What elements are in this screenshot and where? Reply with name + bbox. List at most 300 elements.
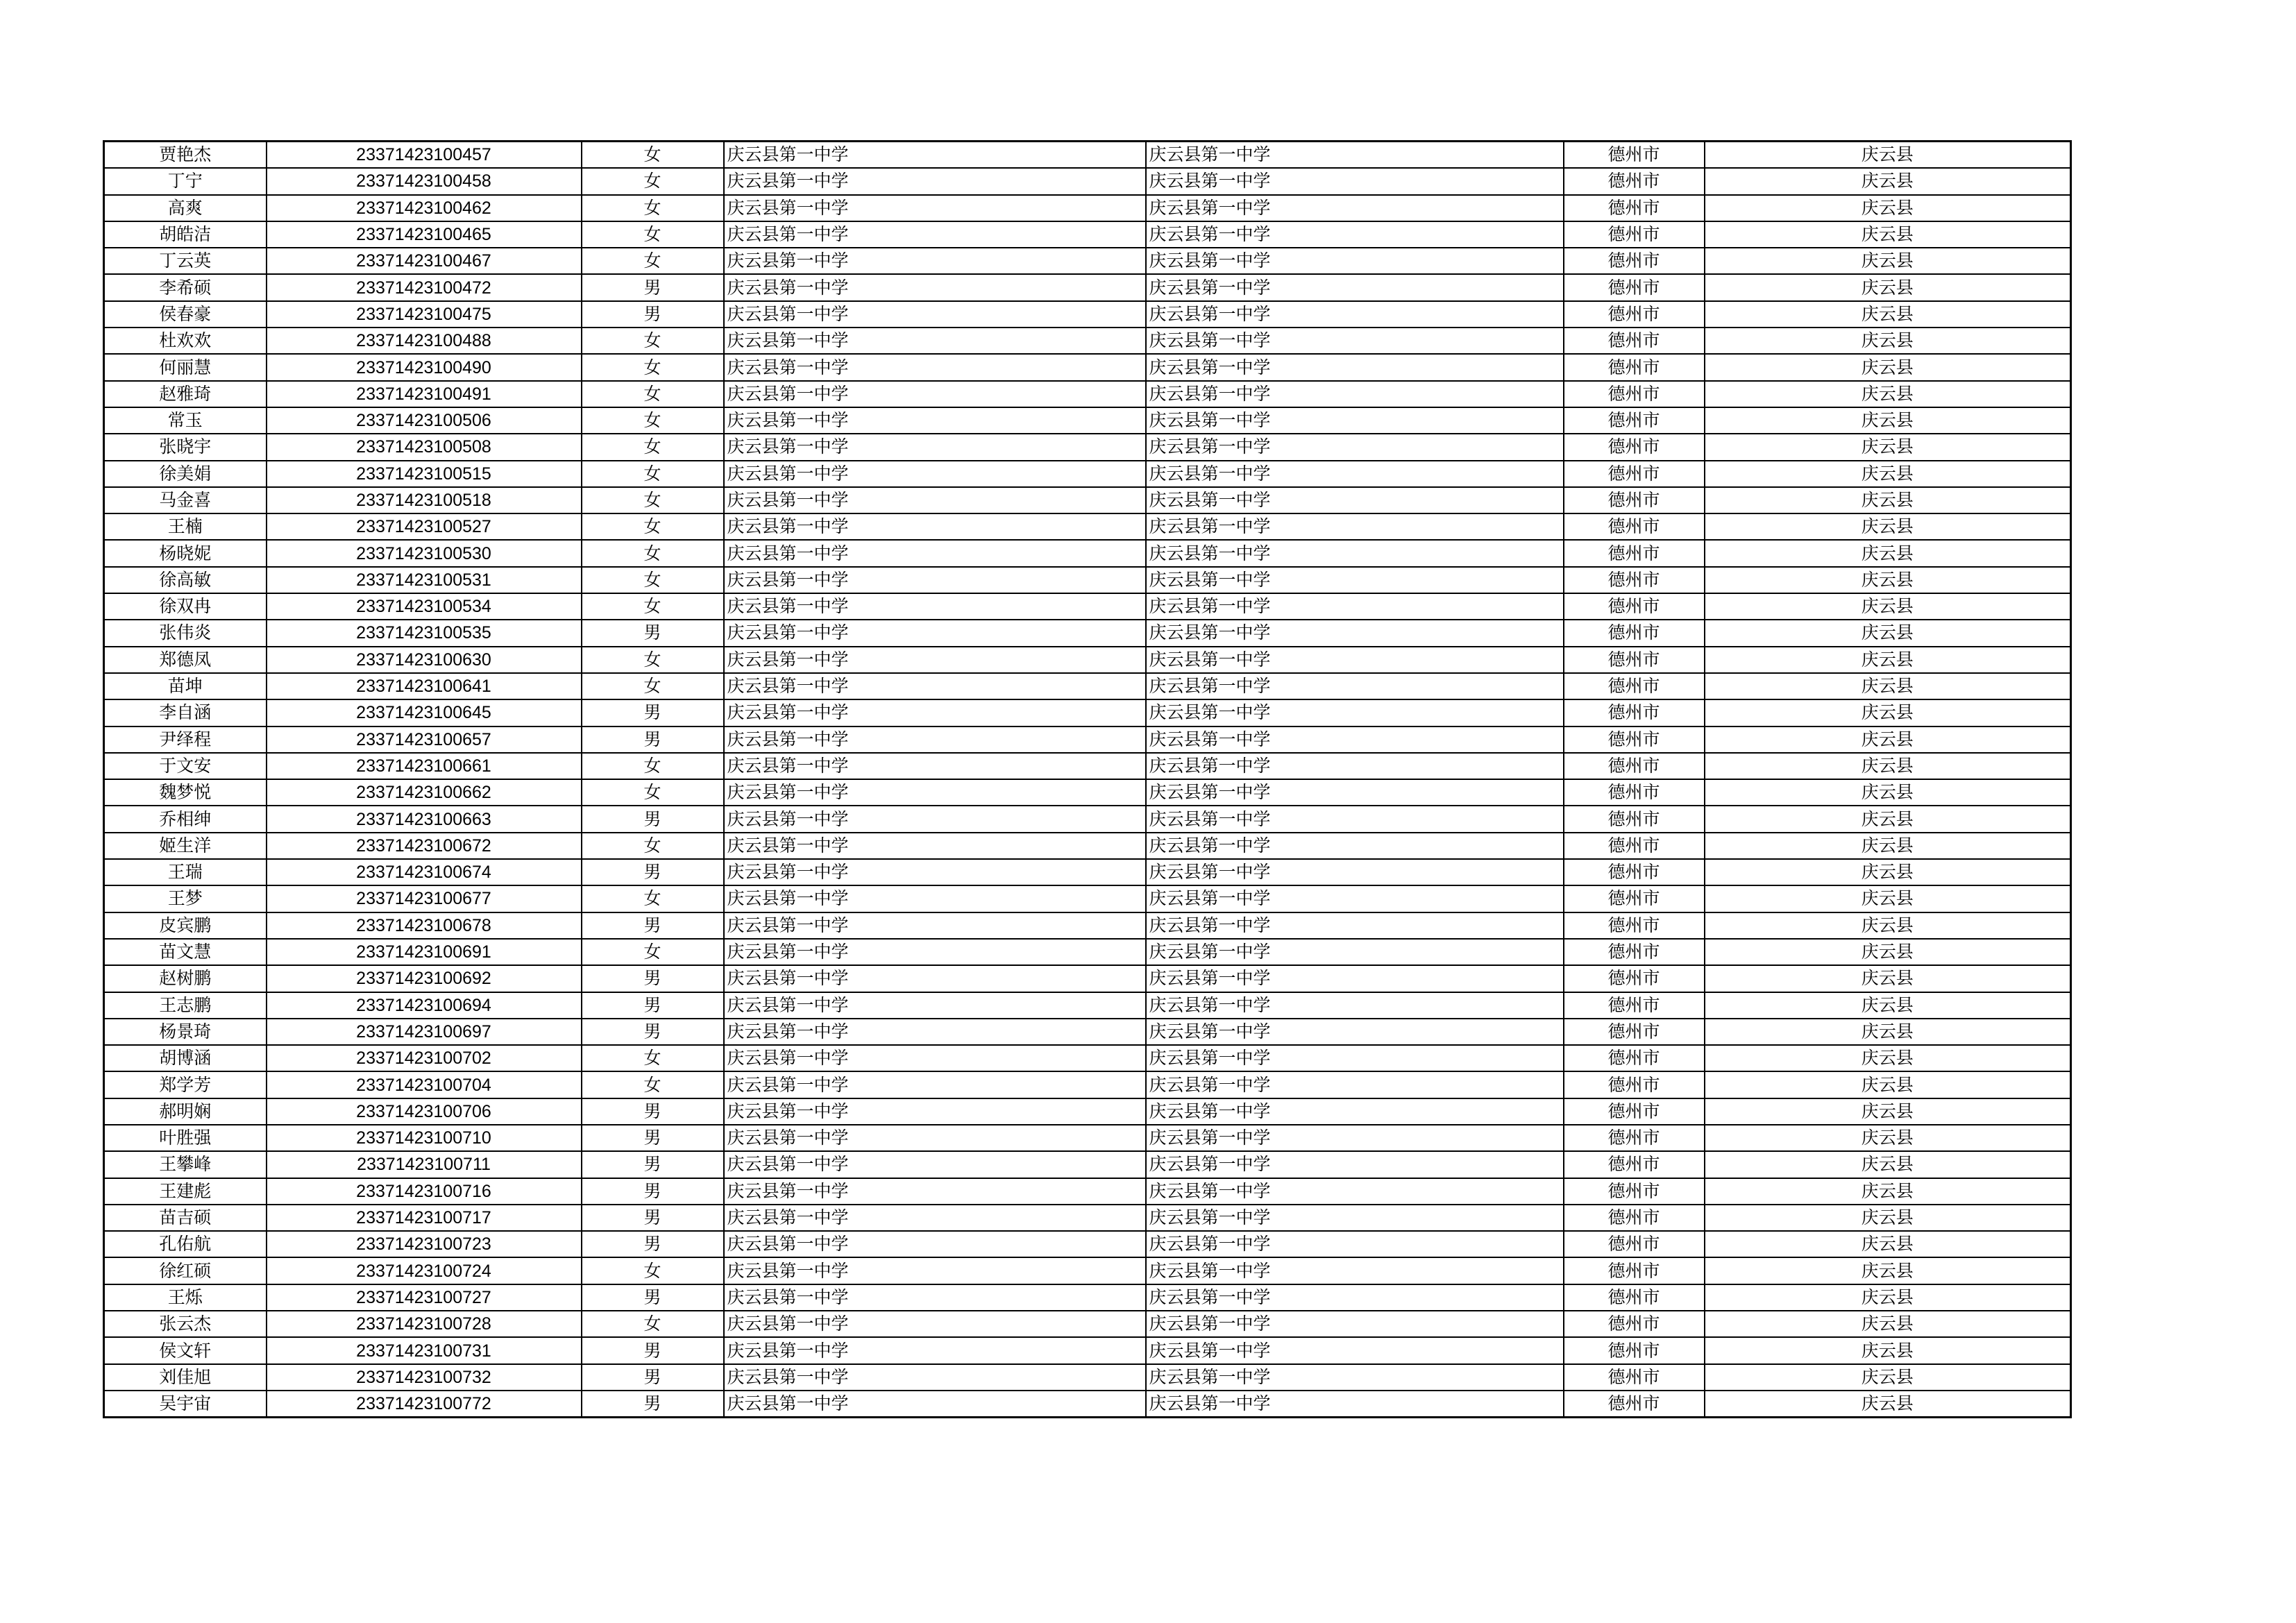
school-cell: 庆云县第一中学: [1146, 461, 1564, 487]
table-row: [104, 168, 2071, 194]
city-cell: 德州市: [1564, 274, 1705, 300]
city-cell: 德州市: [1564, 540, 1705, 566]
table-row: [104, 992, 2071, 1019]
city-cell: 德州市: [1564, 461, 1705, 487]
table-row: [104, 434, 2071, 460]
exam-id-cell: 23371423100677: [267, 885, 582, 912]
school-cell: 庆云县第一中学: [724, 939, 1146, 965]
school-cell: 庆云县第一中学: [724, 513, 1146, 540]
school-cell: 庆云县第一中学: [1146, 833, 1564, 859]
school-cell: 庆云县第一中学: [724, 673, 1146, 699]
exam-id-cell: 23371423100475: [267, 301, 582, 328]
exam-id-cell: 23371423100508: [267, 434, 582, 460]
gender-cell: 女: [582, 1257, 724, 1284]
county-cell: 庆云县: [1705, 753, 2071, 779]
school-cell: 庆云县第一中学: [1146, 1364, 1564, 1391]
gender-cell: 女: [582, 354, 724, 380]
school-cell: 庆云县第一中学: [1146, 274, 1564, 300]
city-cell: 德州市: [1564, 567, 1705, 593]
gender-cell: 女: [582, 753, 724, 779]
county-cell: 庆云县: [1705, 381, 2071, 407]
table-row: [104, 274, 2071, 300]
county-cell: 庆云县: [1705, 407, 2071, 434]
school-cell: 庆云县第一中学: [724, 1231, 1146, 1257]
city-cell: 德州市: [1564, 142, 1705, 169]
exam-id-cell: 23371423100702: [267, 1045, 582, 1071]
city-cell: 德州市: [1564, 221, 1705, 248]
school-cell: 庆云县第一中学: [724, 1205, 1146, 1231]
city-cell: 德州市: [1564, 1337, 1705, 1363]
gender-cell: 女: [582, 567, 724, 593]
student-name-cell: 常玉: [104, 407, 267, 434]
county-cell: 庆云县: [1705, 699, 2071, 726]
table-row: [104, 833, 2071, 859]
student-name-cell: 胡皓洁: [104, 221, 267, 248]
student-name-cell: 张伟炎: [104, 620, 267, 646]
school-cell: 庆云县第一中学: [724, 381, 1146, 407]
school-cell: 庆云县第一中学: [724, 328, 1146, 354]
school-cell: 庆云县第一中学: [1146, 221, 1564, 248]
city-cell: 德州市: [1564, 965, 1705, 992]
school-cell: 庆云县第一中学: [1146, 1231, 1564, 1257]
county-cell: 庆云县: [1705, 540, 2071, 566]
school-cell: 庆云县第一中学: [1146, 567, 1564, 593]
table-row: [104, 593, 2071, 620]
city-cell: 德州市: [1564, 1231, 1705, 1257]
exam-id-cell: 23371423100662: [267, 779, 582, 806]
school-cell: 庆云县第一中学: [724, 567, 1146, 593]
gender-cell: 女: [582, 461, 724, 487]
table-row: [104, 142, 2071, 169]
school-cell: 庆云县第一中学: [724, 1337, 1146, 1363]
exam-id-cell: 23371423100506: [267, 407, 582, 434]
city-cell: 德州市: [1564, 301, 1705, 328]
county-cell: 庆云县: [1705, 593, 2071, 620]
student-name-cell: 何丽慧: [104, 354, 267, 380]
student-name-cell: 魏梦悦: [104, 779, 267, 806]
city-cell: 德州市: [1564, 1098, 1705, 1125]
school-cell: 庆云县第一中学: [724, 912, 1146, 939]
city-cell: 德州市: [1564, 859, 1705, 885]
student-name-cell: 王梦: [104, 885, 267, 912]
city-cell: 德州市: [1564, 726, 1705, 753]
table-row: [104, 726, 2071, 753]
table-row: [104, 248, 2071, 274]
gender-cell: 女: [582, 673, 724, 699]
table-row: [104, 381, 2071, 407]
gender-cell: 男: [582, 1337, 724, 1363]
student-name-cell: 孔佑航: [104, 1231, 267, 1257]
exam-id-cell: 23371423100534: [267, 593, 582, 620]
gender-cell: 男: [582, 1019, 724, 1045]
table-row: [104, 1205, 2071, 1231]
school-cell: 庆云县第一中学: [724, 1098, 1146, 1125]
gender-cell: 男: [582, 726, 724, 753]
school-cell: 庆云县第一中学: [724, 1045, 1146, 1071]
exam-id-cell: 23371423100691: [267, 939, 582, 965]
exam-id-cell: 23371423100723: [267, 1231, 582, 1257]
city-cell: 德州市: [1564, 647, 1705, 673]
gender-cell: 男: [582, 301, 724, 328]
student-name-cell: 郝明娴: [104, 1098, 267, 1125]
exam-id-cell: 23371423100458: [267, 168, 582, 194]
student-name-cell: 徐高敏: [104, 567, 267, 593]
county-cell: 庆云县: [1705, 1284, 2071, 1311]
school-cell: 庆云县第一中学: [724, 168, 1146, 194]
county-cell: 庆云县: [1705, 1045, 2071, 1071]
student-name-cell: 侯春豪: [104, 301, 267, 328]
school-cell: 庆云县第一中学: [1146, 1178, 1564, 1205]
table-row: [104, 965, 2071, 992]
school-cell: 庆云县第一中学: [724, 248, 1146, 274]
county-cell: 庆云县: [1705, 939, 2071, 965]
school-cell: 庆云县第一中学: [1146, 753, 1564, 779]
city-cell: 德州市: [1564, 1019, 1705, 1045]
city-cell: 德州市: [1564, 912, 1705, 939]
county-cell: 庆云县: [1705, 912, 2071, 939]
table-row: [104, 1125, 2071, 1151]
student-name-cell: 赵树鹏: [104, 965, 267, 992]
school-cell: 庆云县第一中学: [1146, 487, 1564, 513]
school-cell: 庆云县第一中学: [1146, 1391, 1564, 1418]
county-cell: 庆云县: [1705, 1151, 2071, 1178]
city-cell: 德州市: [1564, 513, 1705, 540]
school-cell: 庆云县第一中学: [724, 407, 1146, 434]
student-name-cell: 于文安: [104, 753, 267, 779]
school-cell: 庆云县第一中学: [724, 354, 1146, 380]
county-cell: 庆云县: [1705, 673, 2071, 699]
county-cell: 庆云县: [1705, 647, 2071, 673]
school-cell: 庆云县第一中学: [724, 1125, 1146, 1151]
exam-id-cell: 23371423100716: [267, 1178, 582, 1205]
school-cell: 庆云县第一中学: [724, 487, 1146, 513]
table-row: [104, 221, 2071, 248]
school-cell: 庆云县第一中学: [724, 1311, 1146, 1337]
school-cell: 庆云县第一中学: [724, 1284, 1146, 1311]
table-row: [104, 1071, 2071, 1098]
school-cell: 庆云县第一中学: [724, 593, 1146, 620]
exam-id-cell: 23371423100457: [267, 142, 582, 169]
school-cell: 庆云县第一中学: [724, 1071, 1146, 1098]
exam-id-cell: 23371423100535: [267, 620, 582, 646]
gender-cell: 男: [582, 1391, 724, 1418]
gender-cell: 女: [582, 1071, 724, 1098]
county-cell: 庆云县: [1705, 779, 2071, 806]
school-cell: 庆云县第一中学: [1146, 1151, 1564, 1178]
school-cell: 庆云县第一中学: [1146, 1257, 1564, 1284]
county-cell: 庆云县: [1705, 965, 2071, 992]
exam-id-cell: 23371423100694: [267, 992, 582, 1019]
table-row: [104, 912, 2071, 939]
school-cell: 庆云县第一中学: [1146, 699, 1564, 726]
gender-cell: 女: [582, 407, 724, 434]
exam-id-cell: 23371423100697: [267, 1019, 582, 1045]
city-cell: 德州市: [1564, 1125, 1705, 1151]
gender-cell: 女: [582, 513, 724, 540]
school-cell: 庆云县第一中学: [724, 1257, 1146, 1284]
exam-id-cell: 23371423100462: [267, 195, 582, 221]
school-cell: 庆云县第一中学: [724, 221, 1146, 248]
county-cell: 庆云县: [1705, 1019, 2071, 1045]
school-cell: 庆云县第一中学: [724, 301, 1146, 328]
school-cell: 庆云县第一中学: [724, 461, 1146, 487]
exam-id-cell: 23371423100717: [267, 1205, 582, 1231]
county-cell: 庆云县: [1705, 1391, 2071, 1418]
school-cell: 庆云县第一中学: [1146, 806, 1564, 832]
student-name-cell: 赵雅琦: [104, 381, 267, 407]
county-cell: 庆云县: [1705, 301, 2071, 328]
county-cell: 庆云县: [1705, 221, 2071, 248]
student-name-cell: 姬生洋: [104, 833, 267, 859]
school-cell: 庆云县第一中学: [1146, 647, 1564, 673]
county-cell: 庆云县: [1705, 513, 2071, 540]
city-cell: 德州市: [1564, 1205, 1705, 1231]
city-cell: 德州市: [1564, 673, 1705, 699]
gender-cell: 男: [582, 1284, 724, 1311]
table-row: [104, 939, 2071, 965]
county-cell: 庆云县: [1705, 1337, 2071, 1363]
gender-cell: 男: [582, 1205, 724, 1231]
school-cell: 庆云县第一中学: [1146, 381, 1564, 407]
county-cell: 庆云县: [1705, 726, 2071, 753]
city-cell: 德州市: [1564, 381, 1705, 407]
gender-cell: 男: [582, 859, 724, 885]
city-cell: 德州市: [1564, 434, 1705, 460]
gender-cell: 女: [582, 833, 724, 859]
exam-id-cell: 23371423100710: [267, 1125, 582, 1151]
student-table: [103, 140, 2072, 1418]
city-cell: 德州市: [1564, 699, 1705, 726]
table-row: [104, 885, 2071, 912]
student-name-cell: 皮宾鹏: [104, 912, 267, 939]
exam-id-cell: 23371423100641: [267, 673, 582, 699]
school-cell: 庆云县第一中学: [1146, 593, 1564, 620]
table-row: [104, 1178, 2071, 1205]
student-name-cell: 贾艳杰: [104, 142, 267, 169]
student-name-cell: 张云杰: [104, 1311, 267, 1337]
gender-cell: 男: [582, 806, 724, 832]
exam-id-cell: 23371423100692: [267, 965, 582, 992]
student-name-cell: 乔相绅: [104, 806, 267, 832]
exam-id-cell: 23371423100727: [267, 1284, 582, 1311]
gender-cell: 男: [582, 1178, 724, 1205]
school-cell: 庆云县第一中学: [724, 1364, 1146, 1391]
school-cell: 庆云县第一中学: [724, 274, 1146, 300]
gender-cell: 男: [582, 620, 724, 646]
school-cell: 庆云县第一中学: [1146, 939, 1564, 965]
school-cell: 庆云县第一中学: [1146, 726, 1564, 753]
student-name-cell: 王烁: [104, 1284, 267, 1311]
exam-id-cell: 23371423100645: [267, 699, 582, 726]
gender-cell: 男: [582, 992, 724, 1019]
school-cell: 庆云县第一中学: [1146, 354, 1564, 380]
student-name-cell: 徐美娟: [104, 461, 267, 487]
school-cell: 庆云县第一中学: [724, 540, 1146, 566]
school-cell: 庆云县第一中学: [724, 965, 1146, 992]
county-cell: 庆云县: [1705, 142, 2071, 169]
table-row: [104, 1257, 2071, 1284]
exam-id-cell: 23371423100657: [267, 726, 582, 753]
gender-cell: 男: [582, 699, 724, 726]
county-cell: 庆云县: [1705, 806, 2071, 832]
school-cell: 庆云县第一中学: [1146, 992, 1564, 1019]
school-cell: 庆云县第一中学: [724, 1391, 1146, 1418]
gender-cell: 女: [582, 487, 724, 513]
student-name-cell: 李希硕: [104, 274, 267, 300]
table-row: [104, 673, 2071, 699]
student-name-cell: 苗文慧: [104, 939, 267, 965]
exam-id-cell: 23371423100518: [267, 487, 582, 513]
table-row: [104, 753, 2071, 779]
student-name-cell: 王楠: [104, 513, 267, 540]
county-cell: 庆云县: [1705, 328, 2071, 354]
student-name-cell: 杨晓妮: [104, 540, 267, 566]
county-cell: 庆云县: [1705, 354, 2071, 380]
city-cell: 德州市: [1564, 487, 1705, 513]
table-row: [104, 699, 2071, 726]
student-name-cell: 杜欢欢: [104, 328, 267, 354]
table-row: [104, 328, 2071, 354]
school-cell: 庆云县第一中学: [1146, 195, 1564, 221]
gender-cell: 男: [582, 1151, 724, 1178]
county-cell: 庆云县: [1705, 487, 2071, 513]
school-cell: 庆云县第一中学: [1146, 965, 1564, 992]
school-cell: 庆云县第一中学: [1146, 1205, 1564, 1231]
gender-cell: 男: [582, 1231, 724, 1257]
county-cell: 庆云县: [1705, 620, 2071, 646]
county-cell: 庆云县: [1705, 195, 2071, 221]
student-name-cell: 侯文轩: [104, 1337, 267, 1363]
student-name-cell: 李自涵: [104, 699, 267, 726]
gender-cell: 女: [582, 939, 724, 965]
gender-cell: 女: [582, 248, 724, 274]
county-cell: 庆云县: [1705, 1231, 2071, 1257]
county-cell: 庆云县: [1705, 1071, 2071, 1098]
school-cell: 庆云县第一中学: [1146, 779, 1564, 806]
exam-id-cell: 23371423100732: [267, 1364, 582, 1391]
table-row: [104, 567, 2071, 593]
exam-id-cell: 23371423100678: [267, 912, 582, 939]
county-cell: 庆云县: [1705, 168, 2071, 194]
exam-id-cell: 23371423100772: [267, 1391, 582, 1418]
exam-id-cell: 23371423100706: [267, 1098, 582, 1125]
school-cell: 庆云县第一中学: [724, 833, 1146, 859]
table-row: [104, 354, 2071, 380]
city-cell: 德州市: [1564, 1284, 1705, 1311]
student-name-cell: 张晓宇: [104, 434, 267, 460]
table-row: [104, 513, 2071, 540]
county-cell: 庆云县: [1705, 885, 2071, 912]
gender-cell: 男: [582, 1364, 724, 1391]
city-cell: 德州市: [1564, 833, 1705, 859]
exam-id-cell: 23371423100531: [267, 567, 582, 593]
gender-cell: 女: [582, 328, 724, 354]
city-cell: 德州市: [1564, 195, 1705, 221]
school-cell: 庆云县第一中学: [724, 859, 1146, 885]
city-cell: 德州市: [1564, 407, 1705, 434]
city-cell: 德州市: [1564, 1257, 1705, 1284]
table-row: [104, 407, 2071, 434]
school-cell: 庆云县第一中学: [1146, 301, 1564, 328]
table-row: [104, 461, 2071, 487]
exam-id-cell: 23371423100472: [267, 274, 582, 300]
gender-cell: 女: [582, 593, 724, 620]
city-cell: 德州市: [1564, 168, 1705, 194]
county-cell: 庆云县: [1705, 1125, 2071, 1151]
city-cell: 德州市: [1564, 1364, 1705, 1391]
gender-cell: 女: [582, 142, 724, 169]
county-cell: 庆云县: [1705, 859, 2071, 885]
city-cell: 德州市: [1564, 885, 1705, 912]
student-name-cell: 王瑞: [104, 859, 267, 885]
table-row: [104, 301, 2071, 328]
exam-id-cell: 23371423100672: [267, 833, 582, 859]
gender-cell: 女: [582, 885, 724, 912]
school-cell: 庆云县第一中学: [724, 620, 1146, 646]
gender-cell: 女: [582, 1311, 724, 1337]
table-body: [104, 142, 2071, 1418]
student-name-cell: 苗坤: [104, 673, 267, 699]
exam-id-cell: 23371423100465: [267, 221, 582, 248]
city-cell: 德州市: [1564, 1151, 1705, 1178]
city-cell: 德州市: [1564, 248, 1705, 274]
school-cell: 庆云县第一中学: [724, 699, 1146, 726]
city-cell: 德州市: [1564, 593, 1705, 620]
exam-id-cell: 23371423100704: [267, 1071, 582, 1098]
table-row: [104, 1098, 2071, 1125]
school-cell: 庆云县第一中学: [1146, 168, 1564, 194]
gender-cell: 女: [582, 1045, 724, 1071]
school-cell: 庆云县第一中学: [724, 806, 1146, 832]
exam-id-cell: 23371423100731: [267, 1337, 582, 1363]
city-cell: 德州市: [1564, 992, 1705, 1019]
city-cell: 德州市: [1564, 354, 1705, 380]
student-name-cell: 郑学芳: [104, 1071, 267, 1098]
county-cell: 庆云县: [1705, 274, 2071, 300]
student-name-cell: 王攀峰: [104, 1151, 267, 1178]
school-cell: 庆云县第一中学: [1146, 620, 1564, 646]
city-cell: 德州市: [1564, 779, 1705, 806]
gender-cell: 女: [582, 647, 724, 673]
city-cell: 德州市: [1564, 753, 1705, 779]
school-cell: 庆云县第一中学: [724, 753, 1146, 779]
table-row: [104, 540, 2071, 566]
county-cell: 庆云县: [1705, 434, 2071, 460]
city-cell: 德州市: [1564, 806, 1705, 832]
gender-cell: 男: [582, 1098, 724, 1125]
table-row: [104, 1364, 2071, 1391]
school-cell: 庆云县第一中学: [1146, 1071, 1564, 1098]
exam-id-cell: 23371423100491: [267, 381, 582, 407]
table-row: [104, 806, 2071, 832]
school-cell: 庆云县第一中学: [724, 195, 1146, 221]
school-cell: 庆云县第一中学: [1146, 328, 1564, 354]
school-cell: 庆云县第一中学: [1146, 1337, 1564, 1363]
student-name-cell: 杨景琦: [104, 1019, 267, 1045]
school-cell: 庆云县第一中学: [1146, 1125, 1564, 1151]
student-name-cell: 苗吉硕: [104, 1205, 267, 1231]
city-cell: 德州市: [1564, 328, 1705, 354]
school-cell: 庆云县第一中学: [724, 1019, 1146, 1045]
county-cell: 庆云县: [1705, 992, 2071, 1019]
table-row: [104, 1391, 2071, 1418]
table-row: [104, 1019, 2071, 1045]
gender-cell: 男: [582, 912, 724, 939]
table-row: [104, 1151, 2071, 1178]
school-cell: 庆云县第一中学: [1146, 142, 1564, 169]
school-cell: 庆云县第一中学: [724, 726, 1146, 753]
student-name-cell: 丁宁: [104, 168, 267, 194]
